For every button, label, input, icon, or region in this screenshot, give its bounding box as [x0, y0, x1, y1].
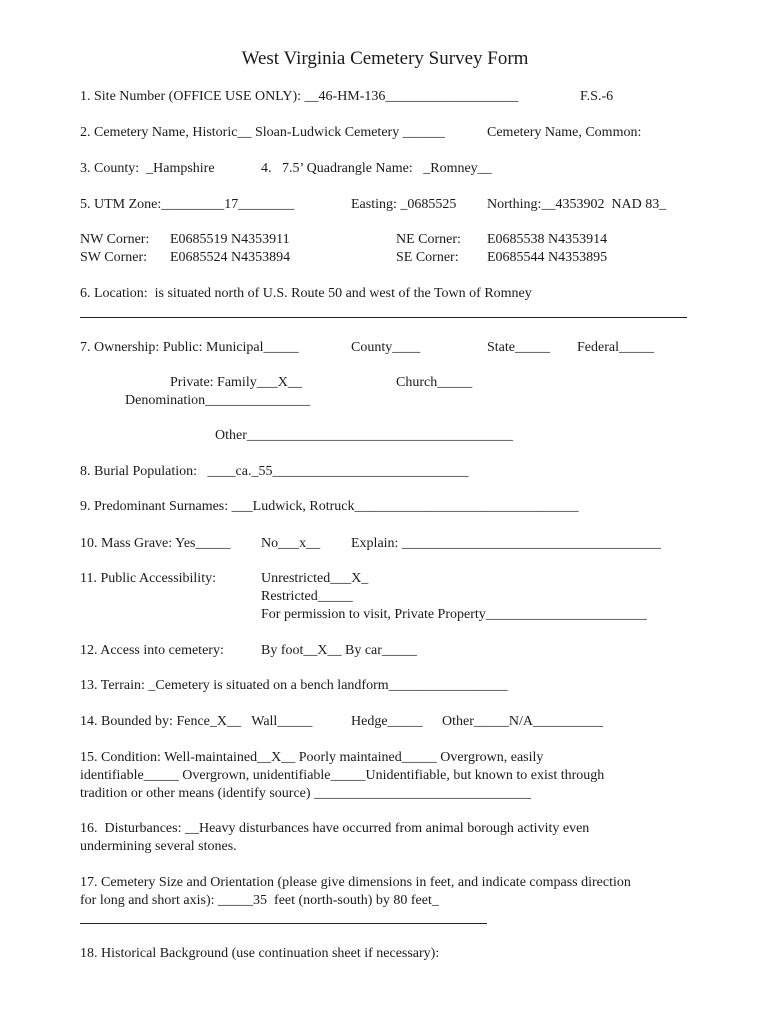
location-underline	[80, 317, 687, 318]
burial-population-field: 8. Burial Population: ____ca._55____________________________	[80, 464, 469, 479]
ne-corner-value: E0685538 N4353914	[487, 232, 608, 247]
nw-corner-value: E0685519 N4353911	[170, 232, 290, 247]
terrain-field: 13. Terrain: _Cemetery is situated on a bench landform_________________	[80, 678, 508, 693]
site-number-field: 1. Site Number (OFFICE USE ONLY): __46-HM-136___________________	[80, 89, 519, 104]
public-accessibility-label: 11. Public Accessibility:	[80, 571, 216, 586]
easting-field: Easting: _0685525	[351, 197, 457, 212]
fs-number: F.S.-6	[580, 89, 614, 104]
mass-grave-no: No___x__	[261, 536, 321, 551]
form-title: West Virginia Cemetery Survey Form	[241, 48, 529, 69]
bounded-hedge: Hedge_____	[351, 714, 423, 729]
bounded-other: Other_____N/A__________	[442, 714, 603, 729]
ownership-other: Other______________________________________	[215, 428, 513, 443]
size-orientation-underline	[80, 923, 487, 924]
cemetery-name-historic: 2. Cemetery Name, Historic__ Sloan-Ludwick Cemetery ______	[80, 125, 445, 140]
accessibility-permission: For permission to visit, Private Property_______________________	[261, 607, 647, 622]
mass-grave-yes: 10. Mass Grave: Yes_____	[80, 536, 231, 551]
ownership-municipal: 7. Ownership: Public: Municipal_____	[80, 340, 299, 355]
utm-zone-field: 5. UTM Zone:_________17________	[80, 197, 295, 212]
ownership-denomination: Denomination_______________	[125, 393, 311, 408]
mass-grave-explain: Explain: _____________________________________	[351, 536, 661, 551]
cemetery-name-common: Cemetery Name, Common:	[487, 125, 642, 140]
ownership-federal: Federal_____	[577, 340, 654, 355]
ownership-state: State_____	[487, 340, 550, 355]
size-orientation-line-2: for long and short axis): _____35 feet (north-south) by 80 feet_	[80, 893, 439, 908]
accessibility-restricted: Restricted_____	[261, 589, 353, 604]
sw-corner-label: SW Corner:	[80, 250, 148, 265]
se-corner-value: E0685544 N4353895	[487, 250, 608, 265]
disturbances-line-1: 16. Disturbances: __Heavy disturbances have occurred from animal borough activity even	[80, 821, 590, 836]
northing-field: Northing:__4353902 NAD 83_	[487, 197, 667, 212]
disturbances-line-2: undermining several stones.	[80, 839, 237, 854]
county-field: 3. County: _Hampshire	[80, 161, 215, 176]
access-label: 12. Access into cemetery:	[80, 643, 224, 658]
condition-line-2: identifiable_____ Overgrown, unidentifiable_____Unidentifiable, but known to exist through	[80, 768, 605, 783]
bounded-fence-wall: 14. Bounded by: Fence_X__ Wall_____	[80, 714, 313, 729]
nw-corner-label: NW Corner:	[80, 232, 150, 247]
sw-corner-value: E0685524 N4353894	[170, 250, 291, 265]
ownership-county: County____	[351, 340, 421, 355]
size-orientation-line-1: 17. Cemetery Size and Orientation (please give dimensions in feet, and indicate compass direction	[80, 875, 631, 890]
se-corner-label: SE Corner:	[396, 250, 459, 265]
ne-corner-label: NE Corner:	[396, 232, 461, 247]
location-field: 6. Location: is situated north of U.S. Route 50 and west of the Town of Romney	[80, 286, 532, 301]
quadrangle-field: 4. 7.5’ Quadrangle Name: _Romney__	[261, 161, 492, 176]
access-value: By foot__X__ By car_____	[261, 643, 417, 658]
condition-line-1: 15. Condition: Well-maintained__X__ Poorly maintained_____ Overgrown, easily	[80, 750, 544, 765]
ownership-church: Church_____	[396, 375, 473, 390]
ownership-private-family: Private: Family___X__	[170, 375, 302, 390]
condition-line-3: tradition or other means (identify source) _______________________________	[80, 786, 532, 801]
accessibility-unrestricted: Unrestricted___X_	[261, 571, 369, 586]
historical-background-label: 18. Historical Background (use continuation sheet if necessary):	[80, 946, 440, 961]
surnames-field: 9. Predominant Surnames: ___Ludwick, Rotruck________________________________	[80, 499, 579, 514]
